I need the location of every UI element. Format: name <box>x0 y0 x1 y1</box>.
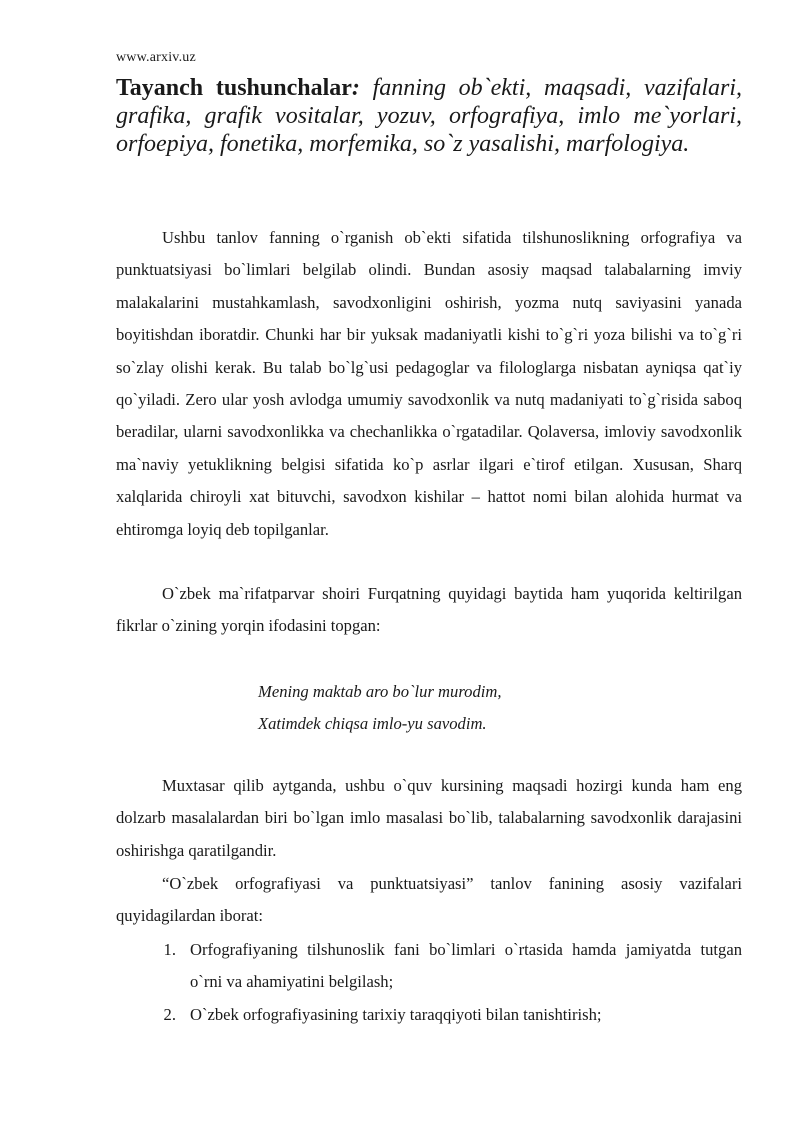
paragraph-4: “O`zbek orfografiyasi va punktuatsiyasi” tanlov fanining asosiy vazifalari quyidagilardan iborat: <box>116 874 742 926</box>
keywords-title: Tayanch tushunchalar <box>116 75 352 101</box>
list-item-text: Orfografiyaning tilshunoslik fani bo`limlari o`rtasida hamda jamiyatda tutgan o`rni va ahamiyatini belgilash; <box>190 940 742 992</box>
paragraph-1: Ushbu tanlov fanning o`rganish ob`ekti sifatida tilshunoslikning orfografiya va punktuatsiyasi bo`limlari belgilab olindi. Bundan asosiy maqsad talabalarning imviy malakalarini mustahkamlash, savodxonligini oshirish, yozma nutq saviyasini yanada boyitishdan iboratdir. Chunki har bir yuksak madaniyatli kishi to`g`ri yoza bilishi va to`g`ri so`zlay olishi kerak. Bu talab bo`lg`usi pedagoglar va filologlarga nisbatan ayniqsa qat`iy qo`yiladi. Zero ular yosh avlodga umumiy savodxonlik va nutq madaniyati to`g`risida saboq beradilar, ularni savodxonlikka va chechanlikka o`rgatadilar. Qolaversa, imloviy savodxonlik ma`naviy yetuklikning belgisi sifatida ko`p asrlar ilgari e`tirof etilgan. Xususan, Sharq xalqlarida chiroyli xat bituvchi, savodxon kishilar – hattot nomi bilan alohida hurmat va ehtiromga loyiq deb topilganlar. <box>116 228 742 539</box>
paragraph-2: O`zbek ma`rifatparvar shoiri Furqatning quyidagi baytida ham yuqorida keltirilgan fikrlar o`zining yorqin ifodasini topgan: <box>116 584 742 636</box>
header-url: www.arxiv.uz <box>116 50 196 65</box>
paragraph-2-container <box>116 578 742 643</box>
poem-line-2: Xatimdek chiqsa imlo-yu savodim. <box>258 714 487 734</box>
keywords-block <box>116 74 742 158</box>
paragraph-3-container <box>116 770 742 867</box>
tasks-list <box>116 934 742 1031</box>
keywords-colon: : <box>351 75 360 101</box>
paragraph-4-container <box>116 868 742 933</box>
poem-block <box>258 676 738 741</box>
list-item <box>116 999 742 1031</box>
paragraph-1-container <box>116 222 742 546</box>
paragraph-3: Muxtasar qilib aytganda, ushbu o`quv kursining maqsadi hozirgi kunda ham eng dolzarb masalalardan biri bo`lgan imlo masalasi bo`lib, talabalarning savodxonlik darajasini oshirishga qaratilgandir. <box>116 776 742 860</box>
poem-line-1: Mening maktab aro bo`lur murodim, <box>258 682 502 701</box>
keywords-list: fanning ob`ekti, maqsadi, vazifalari, grafika, grafik vositalar, yozuv, orfografiya, imlo me`yorlari, orfoepiya, fonetika, morfemika, so`z yasalishi, marfologiya. <box>116 75 743 157</box>
list-item-number: 1. <box>163 940 176 959</box>
list-item-text: O`zbek orfografiyasining tarixiy taraqqiyoti bilan tanishtirish; <box>190 1004 602 1024</box>
list-item-number: 2. <box>163 1004 176 1024</box>
list-item <box>116 934 742 999</box>
